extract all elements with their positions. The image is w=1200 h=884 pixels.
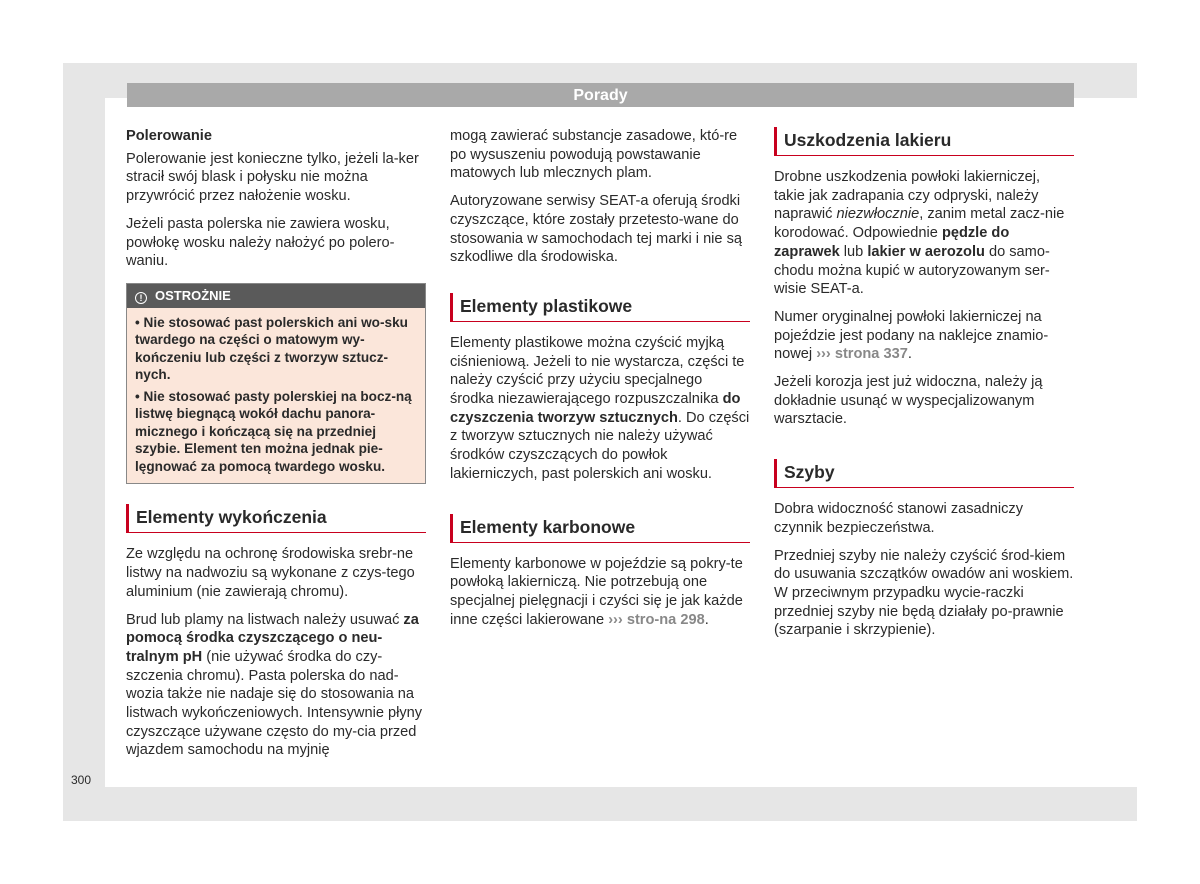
text: . bbox=[704, 611, 709, 628]
section-header: Porady bbox=[127, 83, 1074, 107]
caution-item: • Nie stosować past polerskich ani wo-sku twardego na części o matowym wy-kończeniu lub części z tworzyw sztucz-nych. bbox=[135, 314, 408, 383]
caution-label: OSTROŻNIE bbox=[155, 287, 231, 303]
text: Elementy plastikowe można czyścić myjką ciśnieniową. Jeżeli to nie wystarcza, części te należy czyścić przy użyciu specjalnego środka niezawierającego rozpuszczalnika bbox=[450, 334, 745, 408]
page-link[interactable]: ››› strona 337 bbox=[816, 346, 908, 363]
caution-header bbox=[127, 284, 425, 308]
text: do samo-chodu można kupić w autoryzowanym ser-wisie SEAT-a. bbox=[774, 243, 1050, 298]
paragraph bbox=[126, 611, 426, 761]
caution-body bbox=[127, 308, 425, 484]
paragraph bbox=[450, 334, 750, 484]
paragraph bbox=[774, 308, 1074, 364]
text: (nie używać środka do czy-szczenia chromu). Pasta polerska do nad-wozia także nie nadaje się do stosowania na listwach wykończeniowych. Intensywnie płyny czyszczące używane często do my-cia przed wjazdem samochodu na myjnię bbox=[126, 648, 423, 759]
text: . bbox=[907, 346, 912, 363]
text: . Do części z tworzyw sztucznych nie należy używać środków czyszczących do powłok lakierniczych, past polerskich ani wosku. bbox=[450, 409, 750, 482]
text: Elementy karbonowe w pojeździe są pokry-te powłoką lakierniczą. Nie potrzebują one specjalnej pielęgnacji i czyści się je jak każde inne części lakierowane bbox=[450, 555, 743, 628]
bold-text: za pomocą środka czyszczącego o neu-tralnym pH bbox=[126, 611, 419, 665]
paragraph: Jeżeli pasta polerska nie zawiera wosku, powłokę wosku należy nałożyć po polero-waniu. bbox=[126, 215, 395, 270]
paragraph: Dobra widoczność stanowi zasadniczy czynnik bezpieczeństwa. bbox=[774, 501, 1024, 536]
text: lub bbox=[839, 243, 868, 260]
paragraph: mogą zawierać substancje zasadowe, któ-re po wysuszeniu powodują powstawanie matowych lub mlecznych plam. bbox=[450, 128, 738, 182]
section-title-szyby: Szyby bbox=[774, 459, 1074, 488]
page-number: 300 bbox=[71, 773, 92, 787]
bold-text: lakier w aerozolu bbox=[867, 243, 985, 260]
caution-item: • Nie stosować pasty polerskiej na bocz-ną listwę biegnącą wokół dachu panora-micznego i kończącą się na przedniej szybie. Element ten można jednak pie-lęgnować za pomocą twardego wosku. bbox=[135, 388, 412, 474]
section-title-plastikowe: Elementy plastikowe bbox=[450, 293, 750, 322]
paragraph: Jeżeli korozja jest już widoczna, należy ją dokładnie usunąć w wyspecjalizowanym warsztacie. bbox=[774, 374, 1043, 428]
paragraph bbox=[774, 168, 1074, 299]
section-title-wykonczenia: Elementy wykończenia bbox=[126, 504, 426, 533]
bold-text: do czyszczenia tworzyw sztucznych bbox=[450, 391, 741, 426]
section-title-karbonowe: Elementy karbonowe bbox=[450, 514, 750, 543]
paragraph: Polerowanie jest konieczne tylko, jeżeli la-ker stracił swój blask i połysku nie można przywrócić przez nałożenie wosku. bbox=[126, 150, 419, 205]
paragraph bbox=[450, 555, 750, 630]
page-link[interactable]: ››› stro-na 298 bbox=[608, 611, 705, 628]
paragraph: Autoryzowane serwisy SEAT-a oferują środki czyszczące, które zostały przetesto-wane do stosowania w samochodach tej marki i nie są szkodliwe dla środowiska. bbox=[450, 193, 743, 266]
paragraph: Przedniej szyby nie należy czyścić środ-kiem do usuwania szczątków owadów ani woskiem. W przeciwnym przypadku wycie-raczki przedniej szyby nie będą działały po-prawnie (szarpanie i skrzypienie). bbox=[774, 547, 1074, 639]
bold-text: pędzle do zaprawek bbox=[774, 225, 1010, 260]
text: Brud lub plamy na listwach należy usuwać bbox=[126, 611, 404, 628]
text: Numer oryginalnej powłoki lakierniczej na pojeździe jest podany na naklejce znamio-nowej bbox=[774, 308, 1049, 363]
column-2 bbox=[450, 127, 750, 638]
paragraph: Ze względu na ochronę środowiska srebr-ne listwy na nadwoziu są wykonane z czys-tego aluminium (nie zawierają chromu). bbox=[126, 546, 415, 600]
italic-text: niezwłocznie bbox=[836, 206, 920, 223]
section-title-lakieru: Uszkodzenia lakieru bbox=[774, 127, 1074, 156]
text: Drobne uszkodzenia powłoki lakierniczej, takie jak zadrapania czy odpryski, należy naprawić bbox=[774, 169, 1041, 223]
column-3 bbox=[774, 127, 1074, 649]
warning-icon: ! bbox=[135, 292, 147, 304]
subheading-polerowanie: Polerowanie bbox=[126, 128, 212, 144]
caution-box bbox=[126, 283, 426, 485]
text: , zanim metal zacz-nie korodować. Odpowiednie bbox=[774, 206, 1065, 242]
column-1 bbox=[126, 127, 426, 769]
